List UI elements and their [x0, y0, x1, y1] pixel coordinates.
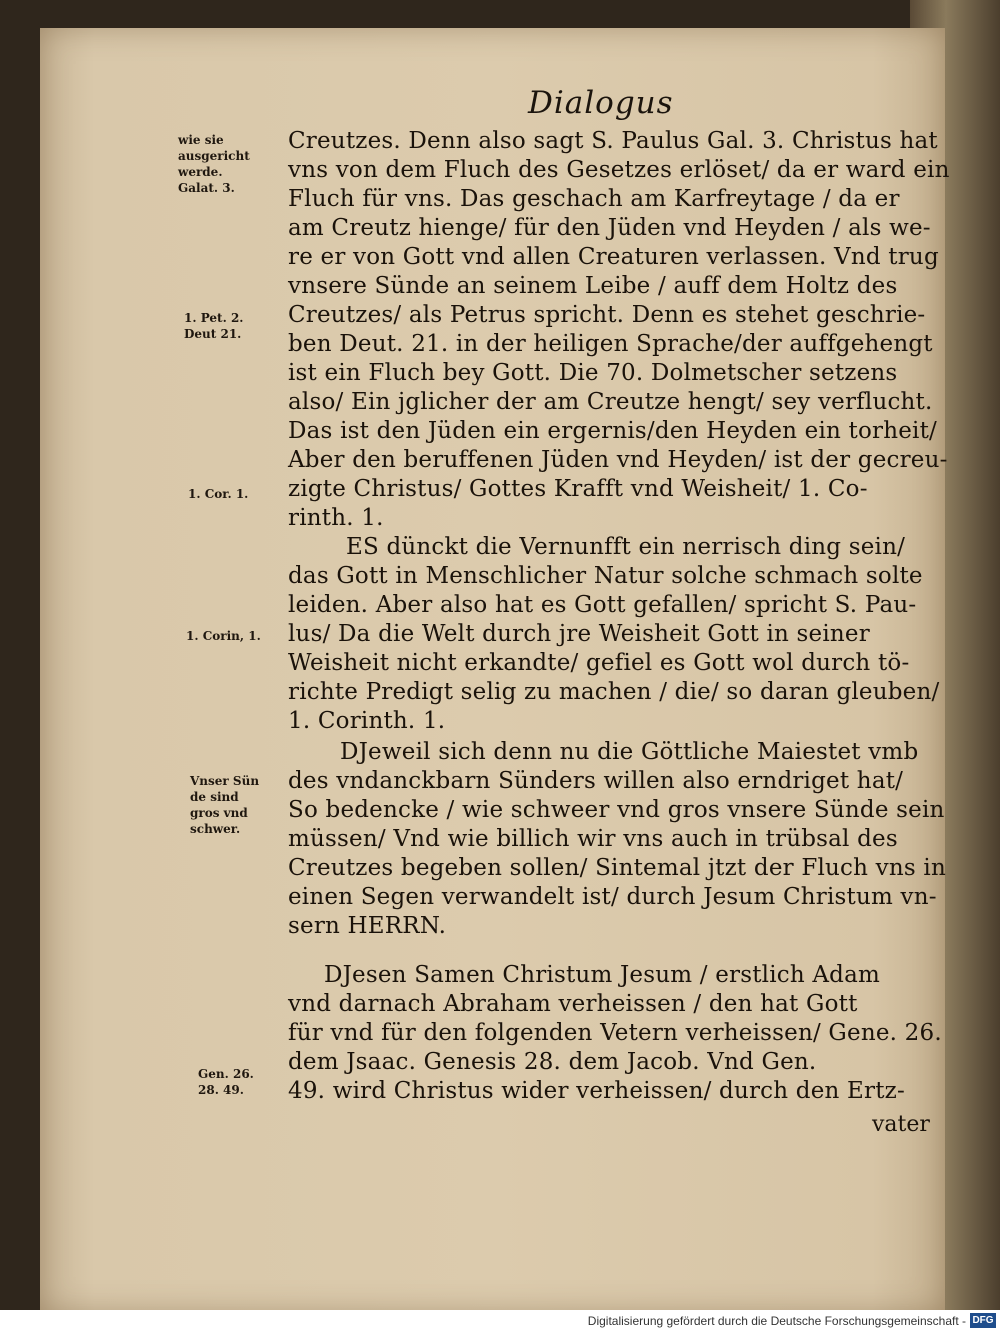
- dfg-logo: DFG: [970, 1313, 996, 1328]
- text-line: re er von Gott vnd allen Creaturen verlassen. Vnd trug: [288, 244, 939, 270]
- footer-bar: [0, 1310, 1000, 1333]
- text-line: einen Segen verwandelt ist/ durch Jesum Christum vn-: [288, 884, 937, 910]
- text-line: also/ Ein jglicher der am Creutze hengt/ sey verflucht.: [288, 389, 933, 415]
- catchword: vater: [872, 1112, 930, 1137]
- text-line: Creutzes. Denn also sagt S. Paulus Gal. 3. Christus hat: [288, 128, 938, 154]
- text-line: Das ist den Jüden ein ergernis/den Heyden ein torheit/: [288, 418, 938, 444]
- text-line: Creutzes begeben sollen/ Sintemal jtzt der Fluch vns in: [288, 855, 946, 881]
- text-line: So bedencke / wie schweer vnd gros vnsere Sünde sein: [288, 797, 945, 823]
- text-line: 1. Corinth. 1.: [288, 708, 446, 734]
- text-line: des vndanckbarn Sünders willen also erndriget hat/: [288, 768, 904, 794]
- margin-note-suende: Vnser Sün de sind gros vnd schwer.: [190, 774, 260, 836]
- text-line: vnsere Sünde an seinem Leibe / auff dem Holtz des: [288, 273, 898, 299]
- margin-note-corin: 1. Corin, 1.: [186, 629, 261, 643]
- text-line: Fluch für vns. Das geschach am Karfreytage / da er: [288, 186, 900, 212]
- text-line: für vnd für den folgenden Vetern verheissen/ Gene. 26.: [288, 1020, 942, 1046]
- text-line: sern HERRN.: [288, 913, 447, 939]
- text-line: das Gott in Menschlicher Natur solche schmach solte: [288, 563, 923, 589]
- text-line: lus/ Da die Welt durch jre Weisheit Gott in seiner: [288, 621, 870, 647]
- text-line: dem Jsaac. Genesis 28. dem Jacob. Vnd Gen.: [288, 1049, 817, 1075]
- text-line: ben Deut. 21. in der heiligen Sprache/der auffgehengt: [288, 331, 933, 357]
- margin-note-pet-deut: 1. Pet. 2. Deut 21.: [184, 311, 244, 341]
- text-line: DJesen Samen Christum Jesum / erstlich Adam: [324, 962, 881, 988]
- text-line: leiden. Aber also hat es Gott gefallen/ spricht S. Pau-: [288, 592, 917, 618]
- text-line: müssen/ Vnd wie billich wir vns auch in trübsal des: [288, 826, 898, 852]
- text-line: ES dünckt die Vernunfft ein nerrisch ding sein/: [346, 534, 906, 560]
- running-head: Dialogus: [528, 85, 674, 121]
- margin-note-gen: Gen. 26. 28. 49.: [198, 1067, 254, 1097]
- text-line: Creutzes/ als Petrus spricht. Denn es stehet geschrie-: [288, 302, 926, 328]
- funding-credit: Digitalisierung gefördert durch die Deutsche Forschungsgemeinschaft -: [587, 1314, 966, 1328]
- margin-note-galat: wie sie ausgericht werde. Galat. 3.: [178, 133, 250, 195]
- text-line: Aber den beruffenen Jüden vnd Heyden/ ist der gecreu-: [288, 447, 948, 473]
- text-line: 49. wird Christus wider verheissen/ durch den Ertz-: [288, 1078, 905, 1104]
- text-line: DJeweil sich denn nu die Göttliche Maiestet vmb: [340, 739, 919, 765]
- text-line: Weisheit nicht erkandte/ gefiel es Gott wol durch tö-: [288, 650, 910, 676]
- text-line: rinth. 1.: [288, 505, 384, 531]
- text-line: vnd darnach Abraham verheissen / den hat Gott: [288, 991, 858, 1017]
- text-line: vns von dem Fluch des Gesetzes erlöset/ da er ward ein: [288, 157, 950, 183]
- text-line: ist ein Fluch bey Gott. Die 70. Dolmetscher setzens: [288, 360, 898, 386]
- text-line: am Creutz hienge/ für den Jüden vnd Heyden / als we-: [288, 215, 931, 241]
- text-line: zigte Christus/ Gottes Krafft vnd Weisheit/ 1. Co-: [288, 476, 868, 502]
- text-line: richte Predigt selig zu machen / die/ so daran gleuben/: [288, 679, 940, 705]
- margin-note-cor: 1. Cor. 1.: [188, 487, 249, 501]
